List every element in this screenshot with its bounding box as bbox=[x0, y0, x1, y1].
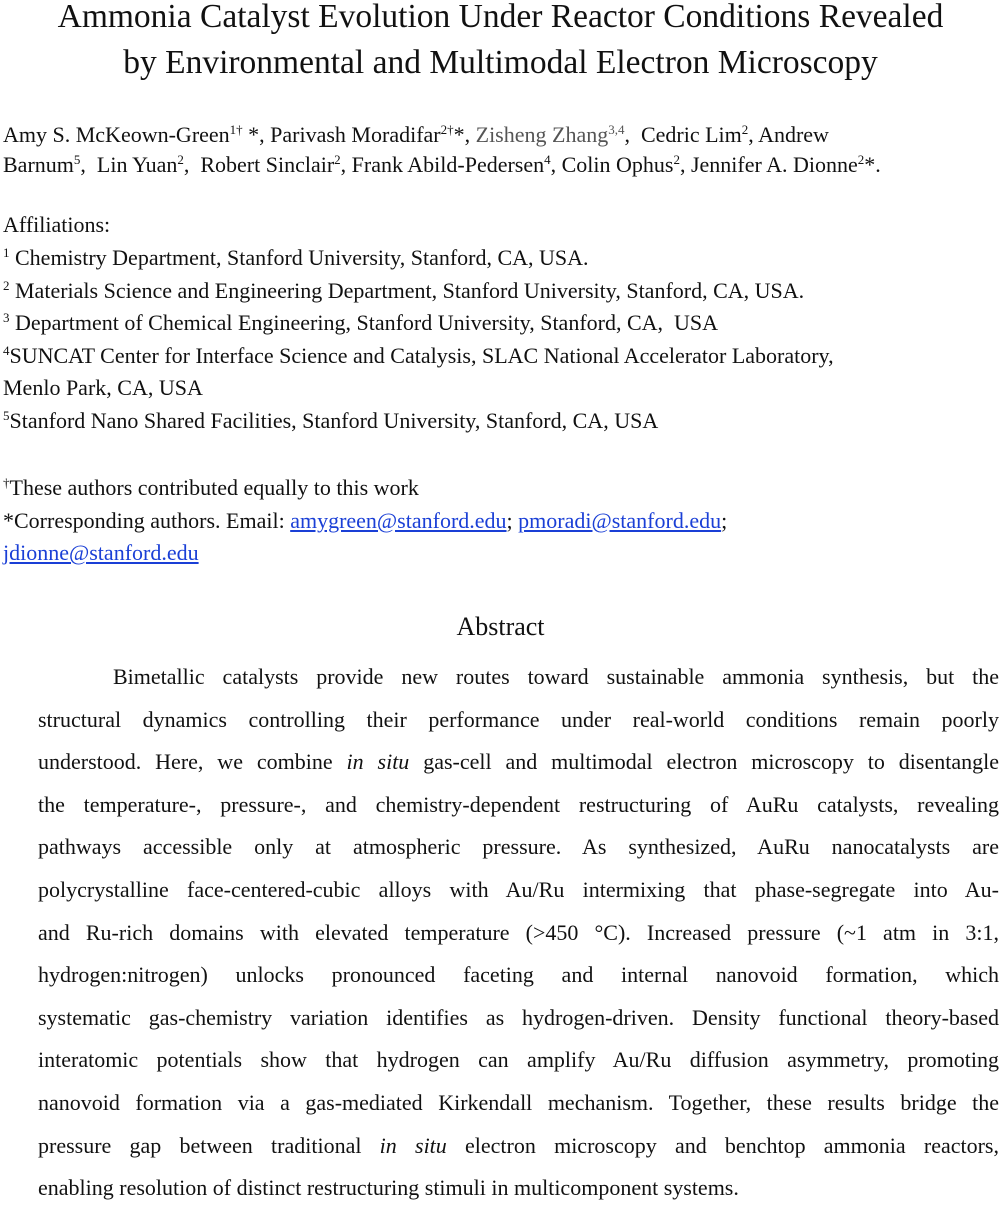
affiliation-sup: 5 bbox=[3, 407, 10, 423]
equal-contribution-text: These authors contributed equally to this work bbox=[9, 475, 419, 500]
affiliation-sup: 2 bbox=[3, 277, 10, 293]
affiliations-list bbox=[3, 242, 999, 438]
affiliation-text: Stanford Nano Shared Facilities, Stanford University, Stanford, CA, USA bbox=[9, 407, 659, 433]
corresponding-note-cont bbox=[3, 537, 999, 570]
paper-title bbox=[0, 0, 1001, 86]
title-line-2: by Environmental and Multimodal Electron Microscopy bbox=[123, 44, 878, 81]
author-line-2 bbox=[3, 150, 999, 180]
email-link-pmoradi[interactable]: pmoradi@stanford.edu bbox=[518, 507, 722, 533]
author-affil-sup: 4 bbox=[544, 152, 551, 167]
author-affil-sup: 3,4 bbox=[608, 122, 625, 137]
affiliations-heading: Affiliations: bbox=[3, 212, 111, 237]
abstract-line: enabling resolution of distinct restructuring stimuli in multicomponent systems. bbox=[38, 1175, 739, 1201]
author-list bbox=[3, 120, 999, 180]
author-line-1 bbox=[3, 120, 999, 150]
dagger-sup: † bbox=[3, 475, 10, 490]
author-affil-sup: 2 bbox=[741, 122, 749, 137]
email-link-amygreen[interactable]: amygreen@stanford.edu bbox=[290, 507, 507, 533]
abstract-line: polycrystalline face-centered-cubic alloys with Au/Ru intermixing that phase-segregate into Au- bbox=[38, 876, 999, 902]
abstract-line: the temperature-, pressure-, and chemistry-dependent restructuring of AuRu catalysts, revealing bbox=[38, 791, 999, 817]
abstract-line: interatomic potentials show that hydrogen can amplify Au/Ru diffusion asymmetry, promoting bbox=[38, 1047, 999, 1073]
affiliation-text: Department of Chemical Engineering, Stanford University, Stanford, CA, USA bbox=[9, 310, 719, 336]
author-affil-sup: 1† bbox=[229, 122, 243, 137]
equal-contribution-note bbox=[3, 472, 999, 505]
author-mark: *. bbox=[864, 152, 881, 177]
email-sep: ; bbox=[506, 507, 519, 533]
author-affil-sup: 2 bbox=[857, 152, 865, 167]
abstract-heading: Abstract bbox=[456, 612, 545, 641]
affiliation-text: Materials Science and Engineering Department, Stanford University, Stanford, CA, USA. bbox=[9, 277, 805, 303]
affiliation-item bbox=[3, 405, 999, 438]
abstract-line: nanovoid formation via a gas-mediated Kirkendall mechanism. Together, these results bridge the bbox=[38, 1089, 999, 1115]
abstract-body bbox=[38, 656, 999, 1210]
author-mark: *, bbox=[242, 122, 271, 147]
affiliation-text: Chemistry Department, Stanford University, Stanford, CA, USA. bbox=[9, 245, 589, 270]
affiliation-sup: 4 bbox=[3, 342, 10, 358]
affiliation-text: Menlo Park, CA, USA bbox=[3, 375, 203, 401]
abstract-line: pressure gap between traditional in situ electron microscopy and benchtop ammonia reactors, bbox=[38, 1132, 999, 1158]
author-affil-sup: 2 bbox=[177, 152, 184, 167]
affiliation-item bbox=[3, 242, 999, 275]
abstract-line: pathways accessible only at atmospheric pressure. As synthesized, AuRu nanocatalysts are bbox=[38, 834, 999, 860]
author-name: Robert Sinclair bbox=[200, 152, 335, 177]
author-name: Frank Abild-Pedersen bbox=[351, 152, 545, 177]
author-mark: *, bbox=[453, 122, 476, 147]
author-affil-sup: 2† bbox=[440, 122, 454, 137]
author-name: Barnum bbox=[3, 152, 74, 177]
affiliation-item bbox=[3, 372, 999, 405]
abstract-italic-term: in situ bbox=[379, 1132, 447, 1158]
author-name: Parivash Moradifar bbox=[270, 122, 441, 147]
abstract-line: understood. Here, we combine in situ gas-cell and multimodal electron microscopy to disentangle bbox=[38, 749, 999, 775]
abstract-line: systematic gas-chemistry variation identifies as hydrogen-driven. Density functional theory-based bbox=[38, 1004, 999, 1030]
author-name: Cedric Lim bbox=[640, 122, 742, 147]
abstract-line: and Ru-rich domains with elevated temperature (>450 °C). Increased pressure (~1 atm in 3:1, bbox=[38, 919, 999, 945]
affiliation-sup: 3 bbox=[3, 310, 10, 326]
author-sep: , bbox=[80, 152, 97, 177]
author-sep: , Andrew bbox=[748, 122, 829, 147]
email-sep: ; bbox=[721, 507, 728, 533]
author-notes bbox=[3, 472, 999, 570]
author-name: Colin Ophus bbox=[561, 152, 674, 177]
abstract-line: Bimetallic catalysts provide new routes toward sustainable ammonia synthesis, but the bbox=[113, 664, 999, 689]
affiliation-item bbox=[3, 340, 999, 373]
abstract-italic-term: in situ bbox=[346, 749, 410, 775]
author-sep: , bbox=[183, 152, 201, 177]
author-name: Zisheng Zhang bbox=[475, 122, 609, 147]
corresponding-text: *Corresponding authors. Email: bbox=[3, 507, 291, 533]
corresponding-note bbox=[3, 505, 999, 538]
author-name: Amy S. McKeown-Green bbox=[3, 122, 230, 147]
abstract-line: structural dynamics controlling their performance under real-world conditions remain poorly bbox=[38, 706, 999, 732]
affiliation-sup: 1 bbox=[3, 245, 10, 260]
author-affil-sup: 2 bbox=[334, 152, 341, 167]
author-sep: , bbox=[624, 122, 641, 147]
title-line-1: Ammonia Catalyst Evolution Under Reactor Conditions Revealed bbox=[57, 0, 944, 35]
author-sep: , bbox=[679, 152, 691, 177]
affiliation-item bbox=[3, 307, 999, 340]
abstract-line: hydrogen:nitrogen) unlocks pronounced faceting and internal nanovoid formation, which bbox=[38, 962, 999, 988]
author-sep: , bbox=[340, 152, 352, 177]
email-link-jdionne[interactable]: jdionne@stanford.edu bbox=[3, 540, 199, 565]
author-name: Jennifer A. Dionne bbox=[690, 152, 858, 177]
affiliation-text: SUNCAT Center for Interface Science and Catalysis, SLAC National Accelerator Laboratory, bbox=[9, 342, 834, 368]
author-affil-sup: 2 bbox=[673, 152, 680, 167]
author-sep: , bbox=[550, 152, 562, 177]
author-name: Lin Yuan bbox=[96, 152, 178, 177]
author-affil-sup: 5 bbox=[73, 152, 81, 167]
affiliation-item bbox=[3, 275, 999, 308]
